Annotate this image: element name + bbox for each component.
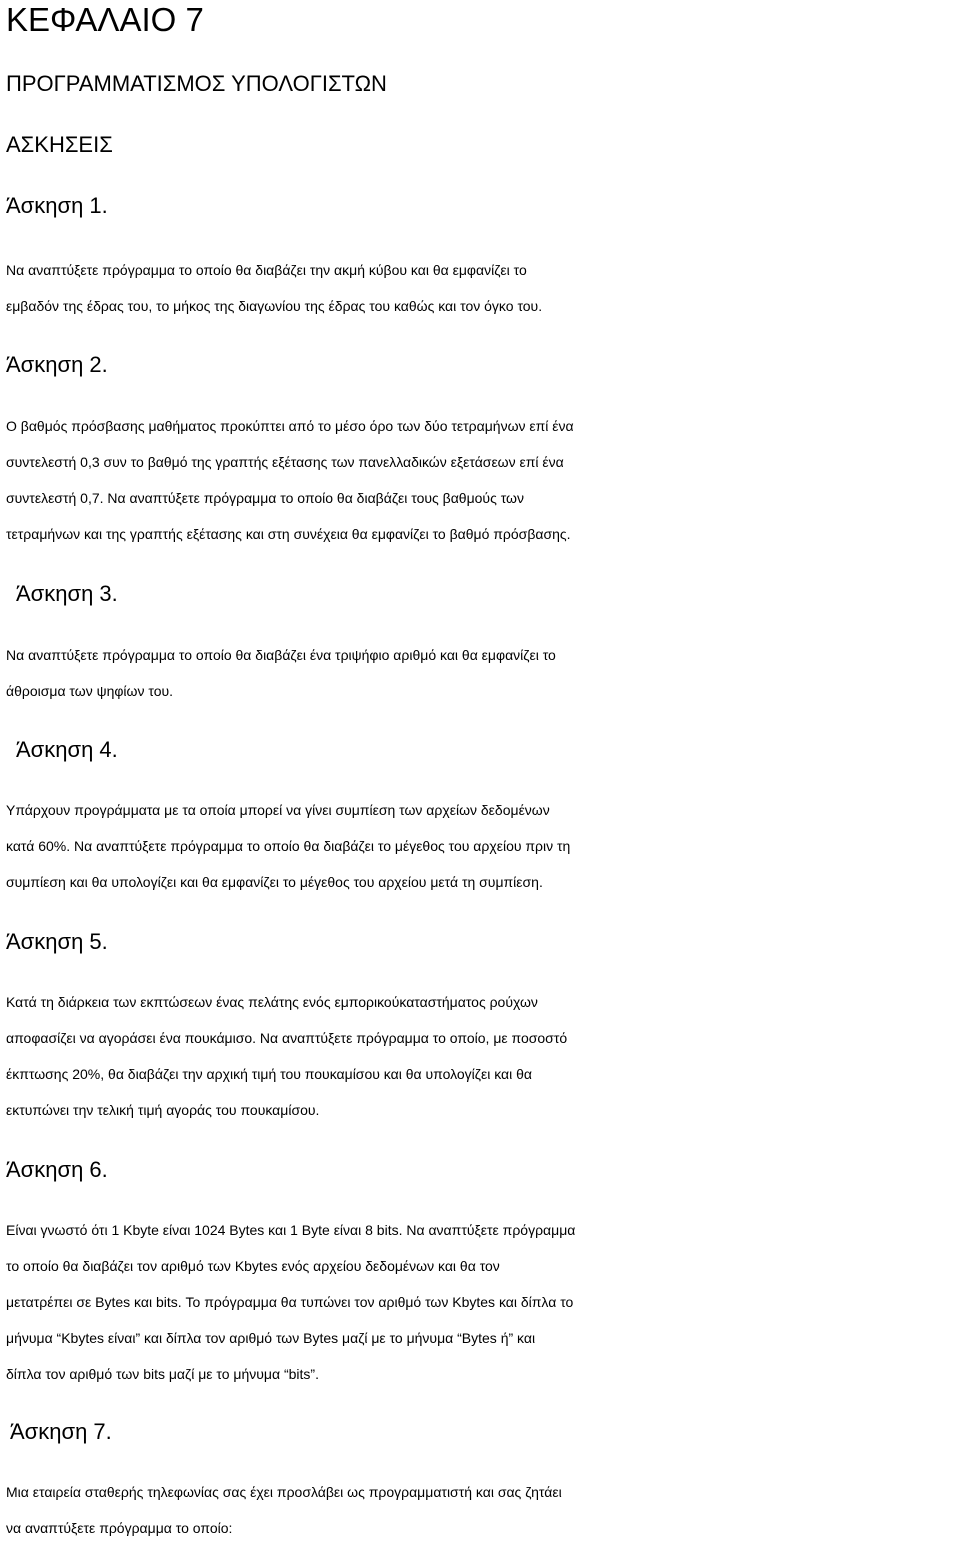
exercise-6-line-4: μήνυμα “Kbytes είναι” και δίπλα τον αριθμό των Bytes μαζί με το μήνυμα “Bytes ή” και <box>6 1330 536 1346</box>
exercise-2-text <box>6 408 960 552</box>
exercise-1-line-2: εμβαδόν της έδρας του, το μήκος της διαγωνίου της έδρας του καθώς και τον όγκο του. <box>6 298 543 314</box>
exercise-4-line-3: συμπίεση και θα υπολογίζει και θα εμφανίζει το μέγεθος του αρχείου μετά τη συμπίεση. <box>6 874 543 890</box>
exercise-2-title: Άσκηση 2. <box>6 352 108 377</box>
exercise-1-line-1: Να αναπτύξετε πρόγραμμα το οποίο θα διαβάζει την ακμή κύβου και θα εμφανίζει το <box>6 262 527 278</box>
exercise-2-line-2: συντελεστή 0,3 συν το βαθμό της γραπτής εξέτασης των πανελλαδικών εξετάσεων επί ένα <box>6 454 564 470</box>
exercise-3-line-1: Να αναπτύξετε πρόγραμμα το οποίο θα διαβάζει ένα τριψήφιο αριθμό και θα εμφανίζει το <box>6 647 556 663</box>
exercise-3-text <box>6 637 960 709</box>
exercise-4-text <box>6 792 960 900</box>
exercise-7-title: Άσκηση 7. <box>10 1419 112 1444</box>
document-subtitle: ΠΡΟΓΡΑΜΜΑΤΙΣΜΟΣ ΥΠΟΛΟΓΙΣΤΩΝ <box>6 71 387 96</box>
exercise-2-line-4: τετραμήνων και της γραπτής εξέτασης και στη συνέχεια θα εμφανίζει το βαθμό πρόσβασης. <box>6 526 571 542</box>
exercise-2-line-1: Ο βαθμός πρόσβασης μαθήματος προκύπτει από το μέσο όρο των δύο τετραμήνων επί ένα <box>6 418 574 434</box>
exercise-1-text <box>6 252 960 324</box>
exercise-5-line-4: εκτυπώνει την τελική τιμή αγοράς του πουκαμίσου. <box>6 1102 320 1118</box>
exercise-1-title: Άσκηση 1. <box>6 193 108 218</box>
exercise-5-text <box>6 984 960 1128</box>
exercise-6-line-5: δίπλα τον αριθμό των bits μαζί με το μήνυμα “bits”. <box>6 1366 319 1382</box>
exercise-3-line-2: άθροισμα των ψηφίων του. <box>6 683 174 699</box>
exercise-7-text <box>6 1474 960 1546</box>
exercise-5-line-1: Κατά τη διάρκεια των εκπτώσεων ένας πελάτης ενός εμπορικούκαταστήματος ρούχων <box>6 994 538 1010</box>
exercise-6-line-2: το οποίο θα διαβάζει τον αριθμό των Kbytes ενός αρχείου δεδομένων και θα τον <box>6 1258 500 1274</box>
exercise-3-title: Άσκηση 3. <box>16 581 118 606</box>
exercise-4-line-1: Υπάρχουν προγράμματα με τα οποία μπορεί να γίνει συμπίεση των αρχείων δεδομένων <box>6 802 550 818</box>
exercise-6-line-3: μετατρέπει σε Bytes και bits. Το πρόγραμμα θα τυπώνει τον αριθμό των Kbytes και δίπλα το <box>6 1294 574 1310</box>
exercise-7-line-2: να αναπτύξετε πρόγραμμα το οποίο: <box>6 1520 233 1536</box>
exercise-4-title: Άσκηση 4. <box>16 737 118 762</box>
exercise-4-line-2: κατά 60%. Να αναπτύξετε πρόγραμμα το οποίο θα διαβάζει το μέγεθος του αρχείου πριν τη <box>6 838 571 854</box>
exercise-7-line-1: Μια εταιρεία σταθερής τηλεφωνίας σας έχει προσλάβει ως προγραμματιστή και σας ζητάει <box>6 1484 562 1500</box>
exercise-6-line-1: Είναι γνωστό ότι 1 Kbyte είναι 1024 Bytes και 1 Byte είναι 8 bits. Να αναπτύξετε πρόγραμμα <box>6 1222 576 1238</box>
chapter-title: ΚΕΦΑΛΑΙΟ 7 <box>6 1 204 38</box>
exercise-6-text <box>6 1212 960 1392</box>
exercise-5-title: Άσκηση 5. <box>6 929 108 954</box>
exercise-5-line-2: αποφασίζει να αγοράσει ένα πουκάμισο. Να αναπτύξετε πρόγραμμα το οποίο, με ποσοστό <box>6 1030 568 1046</box>
exercise-5-line-3: έκπτωσης 20%, θα διαβάζει την αρχική τιμή του πουκαμίσου και θα υπολογίζει και θα <box>6 1066 533 1082</box>
exercise-2-line-3: συντελεστή 0,7. Να αναπτύξετε πρόγραμμα το οποίο θα διαβάζει τους βαθμούς των <box>6 490 524 506</box>
exercise-6-title: Άσκηση 6. <box>6 1157 108 1182</box>
section-title: ΑΣΚΗΣΕΙΣ <box>6 132 113 157</box>
